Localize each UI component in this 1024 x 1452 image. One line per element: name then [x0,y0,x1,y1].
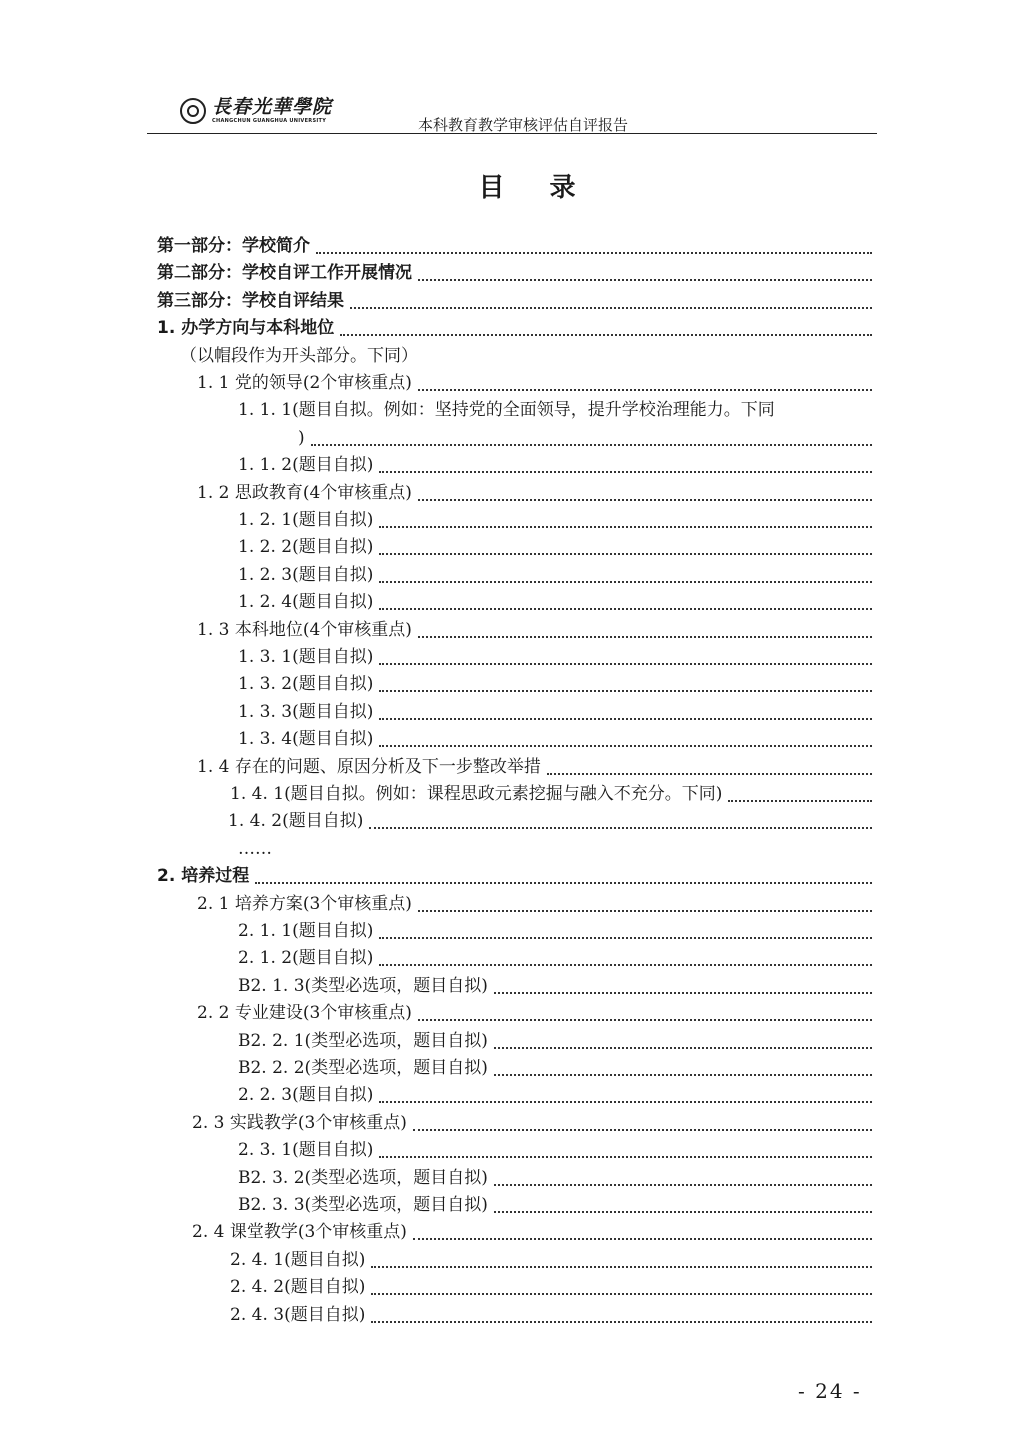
toc-entry[interactable] [238,671,872,698]
toc-entry-text: 1. 2. 2(题目自拟) [238,537,374,558]
toc-entry-text: B2. 2. 1(类型必选项，题目自拟) [238,1030,488,1051]
toc-leader-dots [379,608,872,610]
toc-entry[interactable] [197,1000,872,1027]
toc-entry[interactable] [157,288,872,315]
toc-entry-text: 1. 4. 1(题目自拟。例如：课程思政元素挖掘与融入不充分。下同) [230,784,723,804]
toc-leader-dots [418,499,872,501]
toc-entry[interactable] [238,918,872,945]
toc-entry-text: 1. 1. 1(题目自拟。例如：坚持党的全面领导，提升学校治理能力。下同 [238,400,775,421]
page-number: - 24 - [798,1379,862,1403]
toc-leader-dots [379,745,872,747]
toc-entry[interactable] [230,1274,872,1301]
toc-leader-dots [418,1019,872,1021]
toc-entry-text: 1. 3. 4(题目自拟) [238,729,374,750]
toc-entry[interactable] [238,1137,872,1164]
toc-entry-text: 1. 3 本科地位(4个审核重点) [197,619,412,640]
toc-leader-dots [379,471,872,473]
toc-entry-text: 1. 3. 2(题目自拟) [238,674,374,695]
toc-entry-text: B2. 3. 3(类型必选项，题目自拟) [238,1195,488,1215]
toc-entry[interactable] [157,260,872,287]
toc-entry[interactable] [228,808,872,835]
toc-entry-text: 1. 2. 1(题目自拟) [238,510,374,530]
toc-entry[interactable] [238,1055,872,1082]
toc-entry[interactable] [238,945,872,972]
toc-entry-text: 2. 4. 2(题目自拟) [230,1277,366,1298]
toc-entry-text: 第三部分：学校自评结果 [157,290,344,311]
toc-entry[interactable] [238,1165,872,1192]
toc-entry-text: 1. 2. 3(题目自拟) [238,564,374,585]
toc-leader-dots [379,937,872,939]
toc-entry[interactable] [230,1247,872,1274]
toc-entry[interactable] [197,891,872,918]
toc-leader-dots [379,663,872,665]
toc-entry-text: 2. 4 课堂教学(3个审核重点) [192,1222,407,1243]
toc-entry-text: 2. 3. 1(题目自拟) [238,1140,374,1161]
toc-entry[interactable] [238,397,872,424]
toc-leader-dots [379,1101,872,1103]
toc-entry[interactable] [238,562,872,589]
toc-entry[interactable] [238,699,872,726]
toc-entry-text: 2. 4. 3(题目自拟) [230,1304,366,1325]
toc-entry[interactable] [230,781,872,808]
toc-entry-text: …… [238,838,272,859]
toc-entry-text: 2. 1 培养方案(3个审核重点) [197,893,412,914]
toc-leader-dots [379,553,872,555]
toc-entry-text: 2. 1. 1(题目自拟) [238,921,374,941]
toc-entry[interactable] [157,315,872,342]
toc-leader-dots [494,992,872,994]
toc-leader-dots [418,279,872,281]
toc-entry-text: ) [298,427,305,448]
toc-leader-dots [316,252,872,254]
toc-entry[interactable] [192,1219,872,1246]
toc-leader-dots [379,718,872,720]
toc-entry-text: 2. 4. 1(题目自拟) [230,1249,366,1270]
toc-entry-text: 1. 2 思政教育(4个审核重点) [197,482,412,503]
header-divider [147,133,877,134]
toc-entry-text: 1. 2. 4(题目自拟) [238,592,374,613]
toc-entry-text: 1. 办学方向与本科地位 [157,318,335,339]
toc-entry[interactable] [238,534,872,561]
toc-entry[interactable] [238,726,872,753]
toc-leader-dots [340,334,872,336]
toc-entry-text: 1. 4. 2(题目自拟) [228,811,364,832]
toc-title: 目 录 [478,173,594,203]
toc-leader-dots [418,636,872,638]
toc-leader-dots [379,1156,872,1158]
toc-entry-text: 2. 1. 2(题目自拟) [238,948,374,969]
toc-entry-text: 2. 2 专业建设(3个审核重点) [197,1003,412,1024]
toc-leader-dots [494,1211,872,1213]
toc-leader-dots [494,1184,872,1186]
toc-leader-dots [494,1047,872,1049]
toc-leader-dots [413,1129,872,1131]
toc-entry[interactable] [197,370,872,397]
toc-entry-text: B2. 3. 2(类型必选项，题目自拟) [238,1167,488,1188]
toc-leader-dots [379,526,872,528]
toc-leader-dots [350,307,872,309]
toc-entry[interactable] [157,233,872,260]
toc-entry[interactable] [197,754,872,781]
logo-chinese-name: 長春光華學院 [212,96,333,118]
toc-entry-text: （以帽段作为开头部分。下同） [180,345,418,366]
toc-leader-dots [369,827,872,829]
toc-entry[interactable] [238,452,872,479]
toc-entry[interactable] [238,1082,872,1109]
toc-entry-text: 1. 1 党的领导(2个审核重点) [197,373,412,393]
toc-leader-dots [379,690,872,692]
toc-entry[interactable] [238,507,872,534]
university-logo [180,94,332,128]
toc-entry[interactable] [238,1192,872,1219]
header-title: 本科教育教学审核评估自评报告 [418,116,629,134]
logo-english-name: CHANGCHUN GUANGHUA UNIVERSITY [212,118,327,124]
toc-leader-dots [418,389,872,391]
toc-entry-text: B2. 2. 2(类型必选项，题目自拟) [238,1058,488,1078]
toc-entry[interactable] [238,973,872,1000]
toc-leader-dots [371,1321,872,1323]
toc-leader-dots [311,444,872,446]
toc-entry[interactable] [238,644,872,671]
toc-leader-dots [255,882,872,884]
toc-leader-dots [379,964,872,966]
toc-entry[interactable] [157,863,872,890]
toc-entry-text: B2. 1. 3(类型必选项，题目自拟) [238,975,488,996]
toc-entry[interactable] [197,617,872,644]
toc-entry-text: 2. 3 实践教学(3个审核重点) [192,1112,407,1133]
toc-entry-text: 1. 3. 1(题目自拟) [238,647,374,667]
university-seal-icon [180,98,206,124]
toc-leader-dots [371,1293,872,1295]
toc-leader-dots [418,910,872,912]
toc-entry[interactable] [180,343,872,370]
toc-entry[interactable] [197,480,872,507]
toc-leader-dots [547,773,872,775]
toc-entry-text: 第二部分：学校自评工作开展情况 [157,263,412,284]
toc-entry[interactable] [298,425,872,452]
toc-leader-dots [379,581,872,583]
toc-leader-dots [728,800,872,802]
toc-entry-text: 2. 培养过程 [157,866,250,887]
toc-entry-text: 2. 2. 3(题目自拟) [238,1085,374,1106]
toc-entry-text: 1. 3. 3(题目自拟) [238,701,374,722]
toc-entry[interactable] [238,1028,872,1055]
toc-leader-dots [413,1238,872,1240]
toc-leader-dots [371,1266,872,1268]
toc-entry[interactable] [238,589,872,616]
toc-entry[interactable] [230,1302,872,1329]
toc-entry-text: 1. 1. 2(题目自拟) [238,455,374,476]
toc-entry-text: 第一部分：学校简介 [157,236,310,256]
toc-entry[interactable] [238,836,872,863]
toc-entry[interactable] [192,1110,872,1137]
toc-leader-dots [494,1074,872,1076]
toc-entry-text: 1. 4 存在的问题、原因分析及下一步整改举措 [197,756,541,777]
